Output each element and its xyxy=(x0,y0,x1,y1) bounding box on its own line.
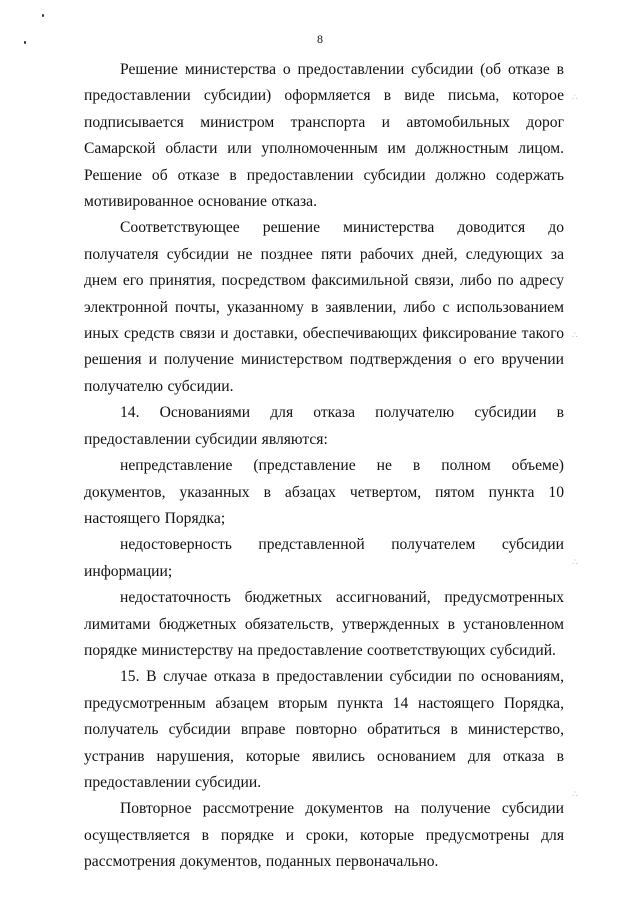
paragraph-14-item-1: непредставление (представление не в полном объеме) документов, указанных в абзацах четвертом, пятом пункта 10 настоящего Порядка; xyxy=(84,457,564,527)
paragraph-15: 15. В случае отказа в предоставлении субсидии по основаниям, предусмотренным абзацем вторым пункта 14 настоящего Порядка, получатель субсидии вправе повторно обратиться в министерство, устранив нарушения, которые явились основанием для отказа в предоставлении субсидии. xyxy=(84,668,564,791)
paragraph-decision-form: Решение министерства о предоставлении субсидии (об отказе в предоставлении субсидии) оформляется в виде письма, которое подписывается министром транспорта и автомобильных дорог Самарской области или уполномоченным им должностным лицом. Решение об отказе в предоставлении субсидии должно содержать мотивированное основание отказа. xyxy=(84,61,564,211)
margin-mark: ∴ xyxy=(572,330,577,340)
page-number: 8 xyxy=(317,32,323,46)
margin-mark: ∴ xyxy=(572,92,577,102)
paragraph-14-item-2: недостоверность представленной получателем субсидии информации; xyxy=(84,536,564,580)
scan-speck xyxy=(42,14,44,17)
margin-mark: ∴ xyxy=(572,789,577,799)
document-body xyxy=(84,57,564,876)
paragraph-repeat-review: Повторное рассмотрение документов на получение субсидии осуществляется в порядке и сроки, которые предусмотрены для рассмотрения документов, поданных первоначально. xyxy=(84,800,564,871)
margin-mark: ∴ xyxy=(572,557,577,567)
paragraph-decision-notice: Соответствующее решение министерства доводится до получателя субсидии не позднее пяти рабочих дней, следующих за днем его принятия, посредством факсимильной связи, либо по адресу электронной почты, указанному в заявлении, либо с использованием иных средств связи и доставки, обеспечивающих фиксирование такого решения и получение министерством подтверждения о его вручении получателю субсидии. xyxy=(84,219,564,395)
paragraph-14-heading: 14. Основаниями для отказа получателю субсидии в предоставлении субсидии являются: xyxy=(84,404,564,448)
paragraph-14-item-3: недостаточность бюджетных ассигнований, предусмотренных лимитами бюджетных обязательств, утвержденных в установленном порядке министерству на предоставление соответствующих субсидий. xyxy=(84,589,564,659)
